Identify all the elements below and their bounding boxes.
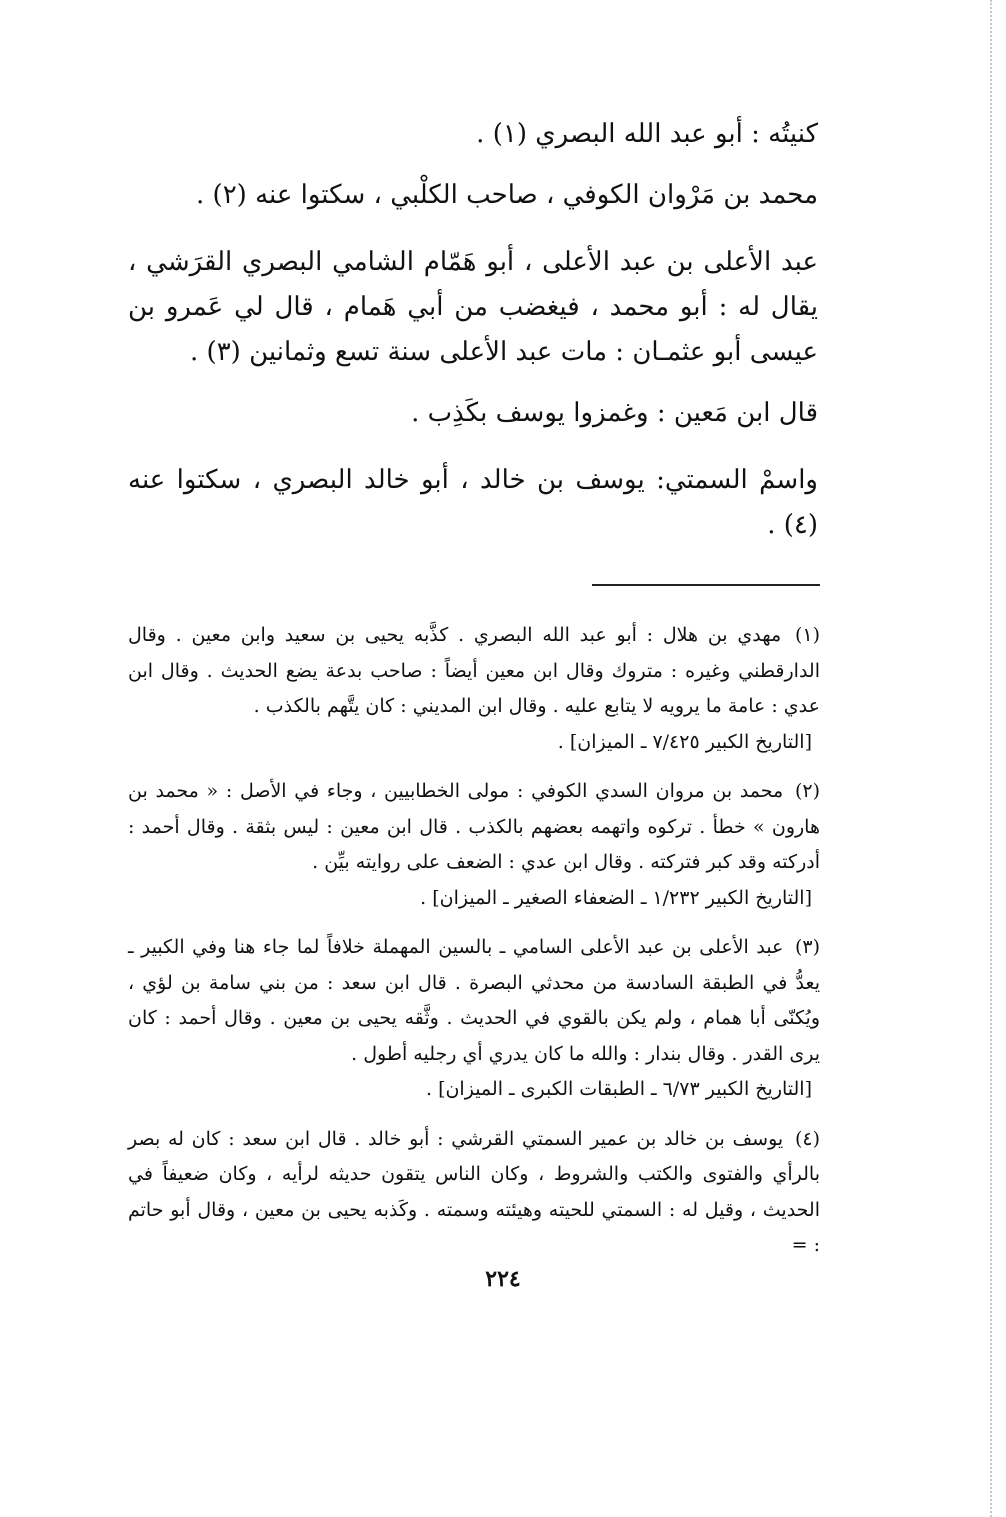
footnote-number: (٤) [794, 1127, 820, 1150]
footnote-1 [128, 618, 820, 725]
footnote-source: [التاريخ الكبير ١/٢٣٢ ـ الضعفاء الصغير ـ الميزان] . [420, 886, 812, 909]
footnote-separator [592, 584, 820, 586]
samti-paragraph: واسمْ السمتي: يوسف بن خالد ، أبو خالد البصري ، سكتوا عنه (٤) . [128, 465, 818, 540]
ibn-marwan-line: محمد بن مَرْوان الكوفي ، صاحب الكلْبي ، سكتوا عنه (٢) . [196, 180, 818, 210]
footnote-number: (١) [794, 624, 820, 646]
footnote-2 [128, 774, 820, 881]
footnote-text: محمد بن مروان السدي الكوفي : مولى الخطابيين ، وجاء في الأصل : « محمد بن هارون » خطأ . تركوه واتهمه بعضهم بالكذب . قال ابن معين : ليس بثقة . وقال أحمد : أدركته وقد كبر فتركته . وقال ابن عدي : الضعف على روايته بيِّن . [128, 780, 820, 873]
footnotes [128, 618, 820, 1264]
footnote-text: يوسف بن خالد بن عمير السمتي القرشي : أبو خالد . قال ابن سعد : كان له بصر بالرأي والفتوى والكتب والشروط ، وكان الناس يتقون حديثه لرأيه ، وكان ضعيفاً في الحديث ، وقيل له : السمتي للحيته وهيئته وسمته . وكَذبه يحيى بن معين ، وقال أبو حاتم : = [128, 1127, 820, 1256]
footnote-4 [128, 1122, 820, 1264]
footnote-text: مهدي بن هلال : أبو عبد الله البصري . كذَّبه يحيى بن سعيد وابن معين . وقال الدارقطني وغيره : متروك وقال ابن معين أيضاً : صاحب بدعة يضع الحديث . وقال ابن عدي : عامة ما يرويه لا يتابع عليه . وقال ابن المديني : كان يتَّهم بالكذب . [128, 624, 820, 717]
footnote-source: [التاريخ الكبير ٦/٧٣ ـ الطبقات الكبرى ـ الميزان] . [425, 1078, 812, 1100]
footnote-number: (٢) [794, 780, 820, 802]
footnote-source: [التاريخ الكبير ٧/٤٢٥ ـ الميزان] . [557, 730, 812, 753]
footnote-number: (٣) [794, 936, 820, 958]
footnote-3 [128, 930, 820, 1072]
main-text [128, 112, 818, 570]
footnote-text: عبد الأعلى بن عبد الأعلى السامي ـ بالسين المهملة خلافاً لما جاء هنا وفي الكبير ـ يعدُّ في الطبقة السادسة من محدثي البصرة . قال ابن سعد : من بني سامة بن لؤي ، ويُكنّى أبا همام ، ولم يكن بالقوي في الحديث . وثَّقه يحيى بن معين . وقال أحمد : كان يرى القدر . وقال بندار : والله ما كان يدري أي رجليه أطول . [128, 936, 820, 1065]
page-number: ٢٢٤ [485, 1266, 521, 1292]
abd-ala-paragraph: عبد الأعلى بن عبد الأعلى ، أبو هَمّام الشامي البصري القرَشي ، يقال له : أبو محمد ، فيغضب من أبي هَمام ، قال لي عَمرو بن عيسى أبو عثمـان : مات عبد الأعلى سنة تسع وثمانين (٣) . [128, 247, 818, 367]
kunya-line: كنيتُه : أبو عبد الله البصري (١) . [476, 119, 818, 149]
ibn-main-line: قال ابن مَعين : وغمزوا يوسف بكَذِب . [411, 398, 818, 428]
